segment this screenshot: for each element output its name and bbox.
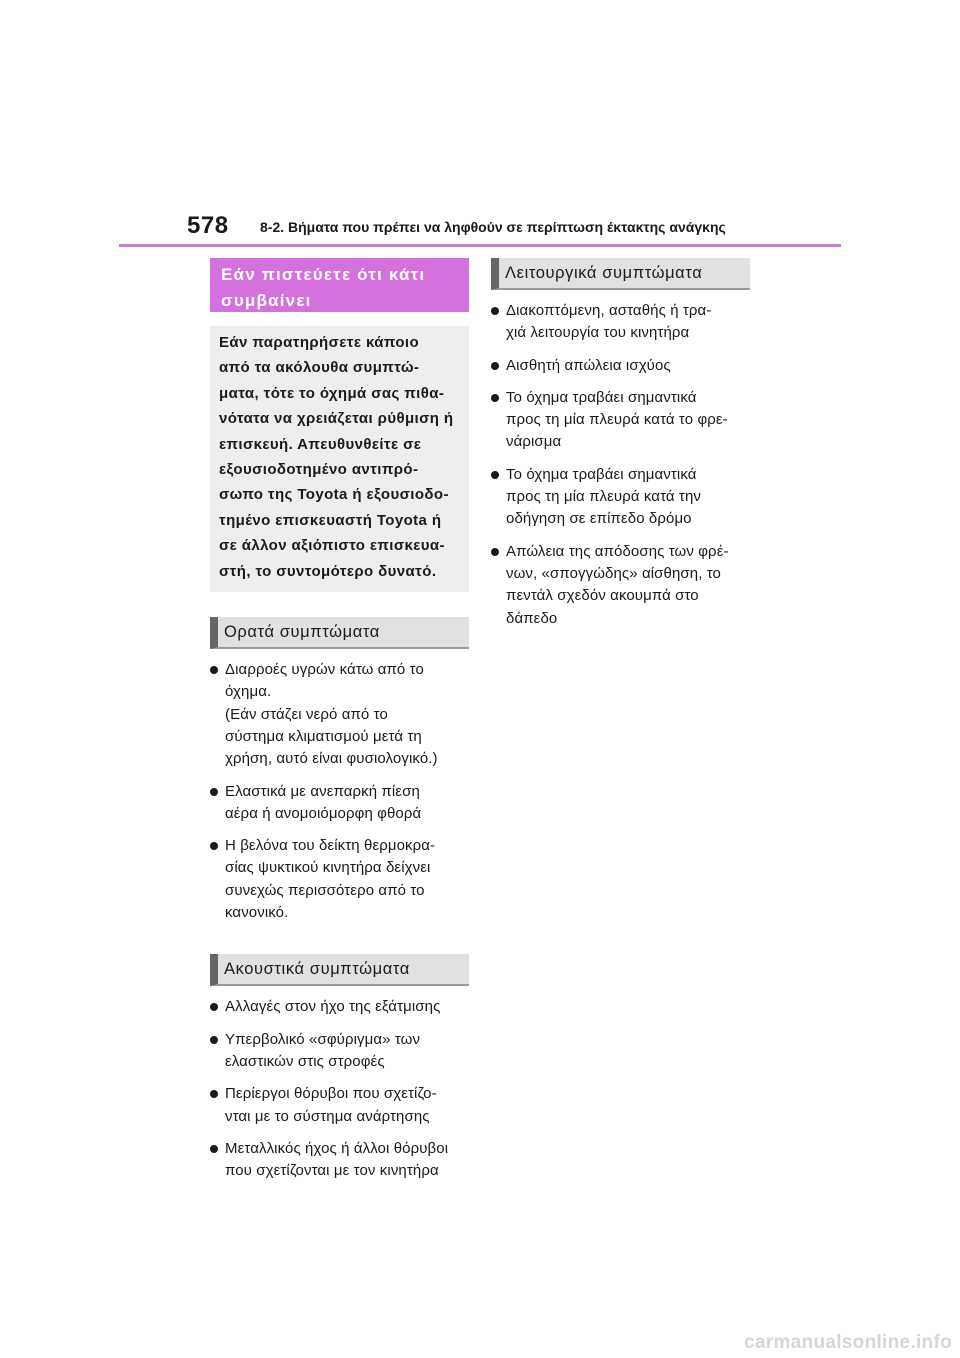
right-column [491,258,750,640]
list-item-text: Υπερβολικό «σφύριγμα» των ελαστικών στις στροφές [225,1030,421,1070]
list-item-text: Η βελόνα του δείκτη θερμοκρα- σίας ψυκτικού κινητήρα δείχνει συνεχώς περισσότερο από το κανονικό. [225,837,436,922]
header-rule [119,244,841,247]
list-item [491,355,750,377]
operational-symptoms-heading: Λειτουργικά συμπτώματα [491,258,750,290]
list-item [210,996,469,1018]
bullet-icon [491,548,499,556]
bullet-icon [210,1090,218,1098]
operational-symptoms-list [491,300,750,630]
alert-body-text: Εάν παρατηρήσετε κάποιο από τα ακόλουθα συμπτώ- ματα, τότε το όχημά σας πιθα- νότατα να χρειάζεται ρύθμιση ή επισκευή. Απευθυνθείτε σε εξουσιοδοτημένο αντιπρό- σωπο της Toyota ή εξουσιοδο- τημένο επισκευαστή Toyota ή σε άλλον αξιόπιστο επισκευα- στή, το συντομότερο δυνατό. [219,334,454,580]
alert-body [210,326,469,592]
list-item [210,1083,469,1128]
list-item-text: Περίεργοι θόρυβοι που σχετίζο- νται με το σύστημα ανάρτησης [225,1085,437,1125]
list-item-text: Απώλεια της απόδοσης των φρέ- νων, «σπογγώδης» αίσθηση, το πεντάλ σχεδόν ακουμπά στο δάπεδο [506,542,729,627]
list-item [491,300,750,345]
list-item [210,781,469,826]
bullet-icon [210,1036,218,1044]
list-item [210,659,469,770]
footer-watermark: carmanualsonline.info [744,1332,952,1353]
list-item-text: Αλλαγές στον ήχο της εξάτμισης [225,998,441,1016]
bullet-icon [491,307,499,315]
list-item [210,835,469,924]
list-item-text: Διακοπτόμενη, ασταθής ή τρα- χιά λειτουργία του κινητήρα [506,302,712,342]
bullet-icon [210,1003,218,1011]
list-item [491,541,750,630]
left-column [210,258,469,1192]
visible-symptoms-heading: Ορατά συμπτώματα [210,617,469,649]
visible-symptoms-list [210,659,469,924]
running-header: 8-2. Βήματα που πρέπει να ληφθούν σε περίπτωση έκτακτης ανάγκης [260,219,726,235]
list-item [210,1029,469,1074]
bullet-icon [491,394,499,402]
list-item-text: Το όχημα τραβάει σημαντικά προς τη μία πλευρά κατά την οδήγηση σε επίπεδο δρόμο [506,465,701,528]
alert-title-text: Εάν πιστεύετε ότι κάτι συμβαίνει [221,265,426,310]
audible-symptoms-heading: Ακουστικά συμπτώματα [210,954,469,986]
page-number: 578 [187,212,229,239]
list-item-text: Διαρροές υγρών κάτω από το όχημα. (Εάν στάζει νερό από το σύστημα κλιματισμού μετά τη χρήση, αυτό είναι φυσιολογικό.) [225,661,438,768]
list-item-text: Το όχημα τραβάει σημαντικά προς τη μία πλευρά κατά το φρε- νάρισμα [506,388,728,451]
list-item [491,464,750,531]
list-item-text: Αισθητή απώλεια ισχύος [506,356,671,374]
alert-title [210,258,469,312]
bullet-icon [491,471,499,479]
bullet-icon [210,842,218,850]
list-item-text: Μεταλλικός ήχος ή άλλοι θόρυβοι που σχετίζονται με τον κινητήρα [225,1139,449,1180]
bullet-icon [210,788,218,796]
list-item [491,387,750,454]
audible-symptoms-list [210,996,469,1182]
list-item [210,1138,469,1183]
bullet-icon [491,362,499,370]
list-item-text: Ελαστικά με ανεπαρκή πίεση αέρα ή ανομοιόμορφη φθορά [225,782,422,822]
bullet-icon [210,1145,218,1153]
bullet-icon [210,666,218,674]
